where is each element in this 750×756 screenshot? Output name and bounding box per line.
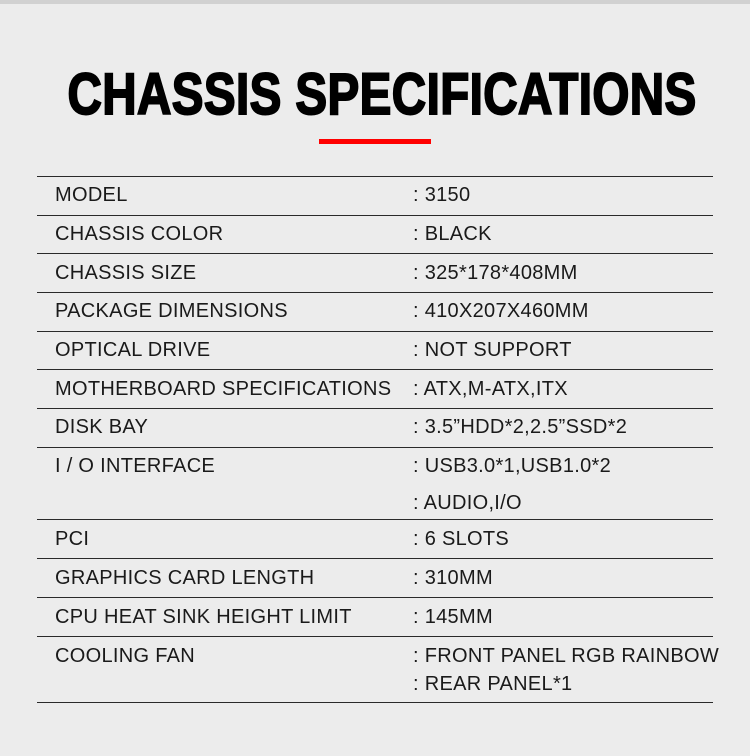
page-title: CHASSIS SPECIFICATIONS [67, 62, 697, 127]
spec-row-cpu-heat-sink-height-limit [37, 598, 713, 637]
spec-value-line: : USB3.0*1,USB1.0*2 [413, 454, 612, 477]
spec-values [413, 528, 713, 551]
spec-row-model [37, 177, 713, 216]
spec-row-disk-bay [37, 409, 713, 448]
spec-label: PACKAGE DIMENSIONS [55, 300, 288, 323]
spec-row-optical-drive [37, 332, 713, 371]
spec-label: MODEL [55, 184, 128, 207]
spec-value-line: : 145MM [413, 605, 493, 628]
spec-row-motherboard-specifications [37, 370, 713, 409]
top-edge-strip [0, 0, 750, 4]
spec-label: GRAPHICS CARD LENGTH [55, 566, 315, 589]
spec-value-line: : 3150 [413, 184, 471, 207]
spec-value-line: : 6 SLOTS [413, 527, 510, 550]
spec-row-graphics-card-length [37, 559, 713, 598]
spec-values [413, 567, 713, 590]
spec-label: OPTICAL DRIVE [55, 338, 211, 361]
spec-values [413, 339, 713, 362]
title-underline-accent [319, 139, 431, 144]
spec-value-line: : 410X207X460MM [413, 300, 589, 323]
spec-label: CHASSIS COLOR [55, 222, 224, 245]
spec-label: MOTHERBOARD SPECIFICATIONS [55, 377, 392, 400]
spec-row-cooling-fan [37, 637, 720, 703]
spec-value-line: : REAR PANEL*1 [413, 673, 573, 696]
spec-values [413, 300, 713, 323]
spec-table [37, 176, 720, 703]
spec-label: I / O INTERFACE [55, 454, 216, 477]
spec-values [413, 223, 713, 246]
spec-values [413, 262, 713, 285]
spec-row-package-dimensions [37, 293, 713, 332]
spec-label: CHASSIS SIZE [55, 261, 197, 284]
spec-values [413, 378, 713, 401]
spec-values [413, 448, 713, 522]
spec-value-line: : 310MM [413, 566, 493, 589]
spec-value-line: : 3.5”HDD*2,2.5”SSD*2 [413, 416, 628, 439]
spec-value-line: : BLACK [413, 222, 492, 245]
spec-row-chassis-size [37, 254, 713, 293]
spec-values [413, 606, 713, 629]
spec-row-pci [37, 520, 713, 559]
spec-value-line: : 325*178*408MM [413, 261, 578, 284]
spec-row-chassis-color [37, 216, 713, 255]
spec-value-line: : NOT SUPPORT [413, 338, 572, 361]
spec-label: DISK BAY [55, 416, 149, 439]
spec-value-line: : FRONT PANEL RGB RAINBOW [413, 645, 720, 668]
spec-values [413, 642, 719, 698]
spec-label: CPU HEAT SINK HEIGHT LIMIT [55, 605, 352, 628]
spec-values [413, 184, 713, 207]
spec-values [413, 416, 713, 439]
spec-label: COOLING FAN [55, 645, 195, 668]
spec-label: PCI [55, 527, 90, 550]
spec-value-line: : ATX,M-ATX,ITX [413, 377, 568, 400]
spec-value-line: : AUDIO,I/O [413, 491, 522, 514]
spec-row-io-interface [37, 448, 713, 521]
